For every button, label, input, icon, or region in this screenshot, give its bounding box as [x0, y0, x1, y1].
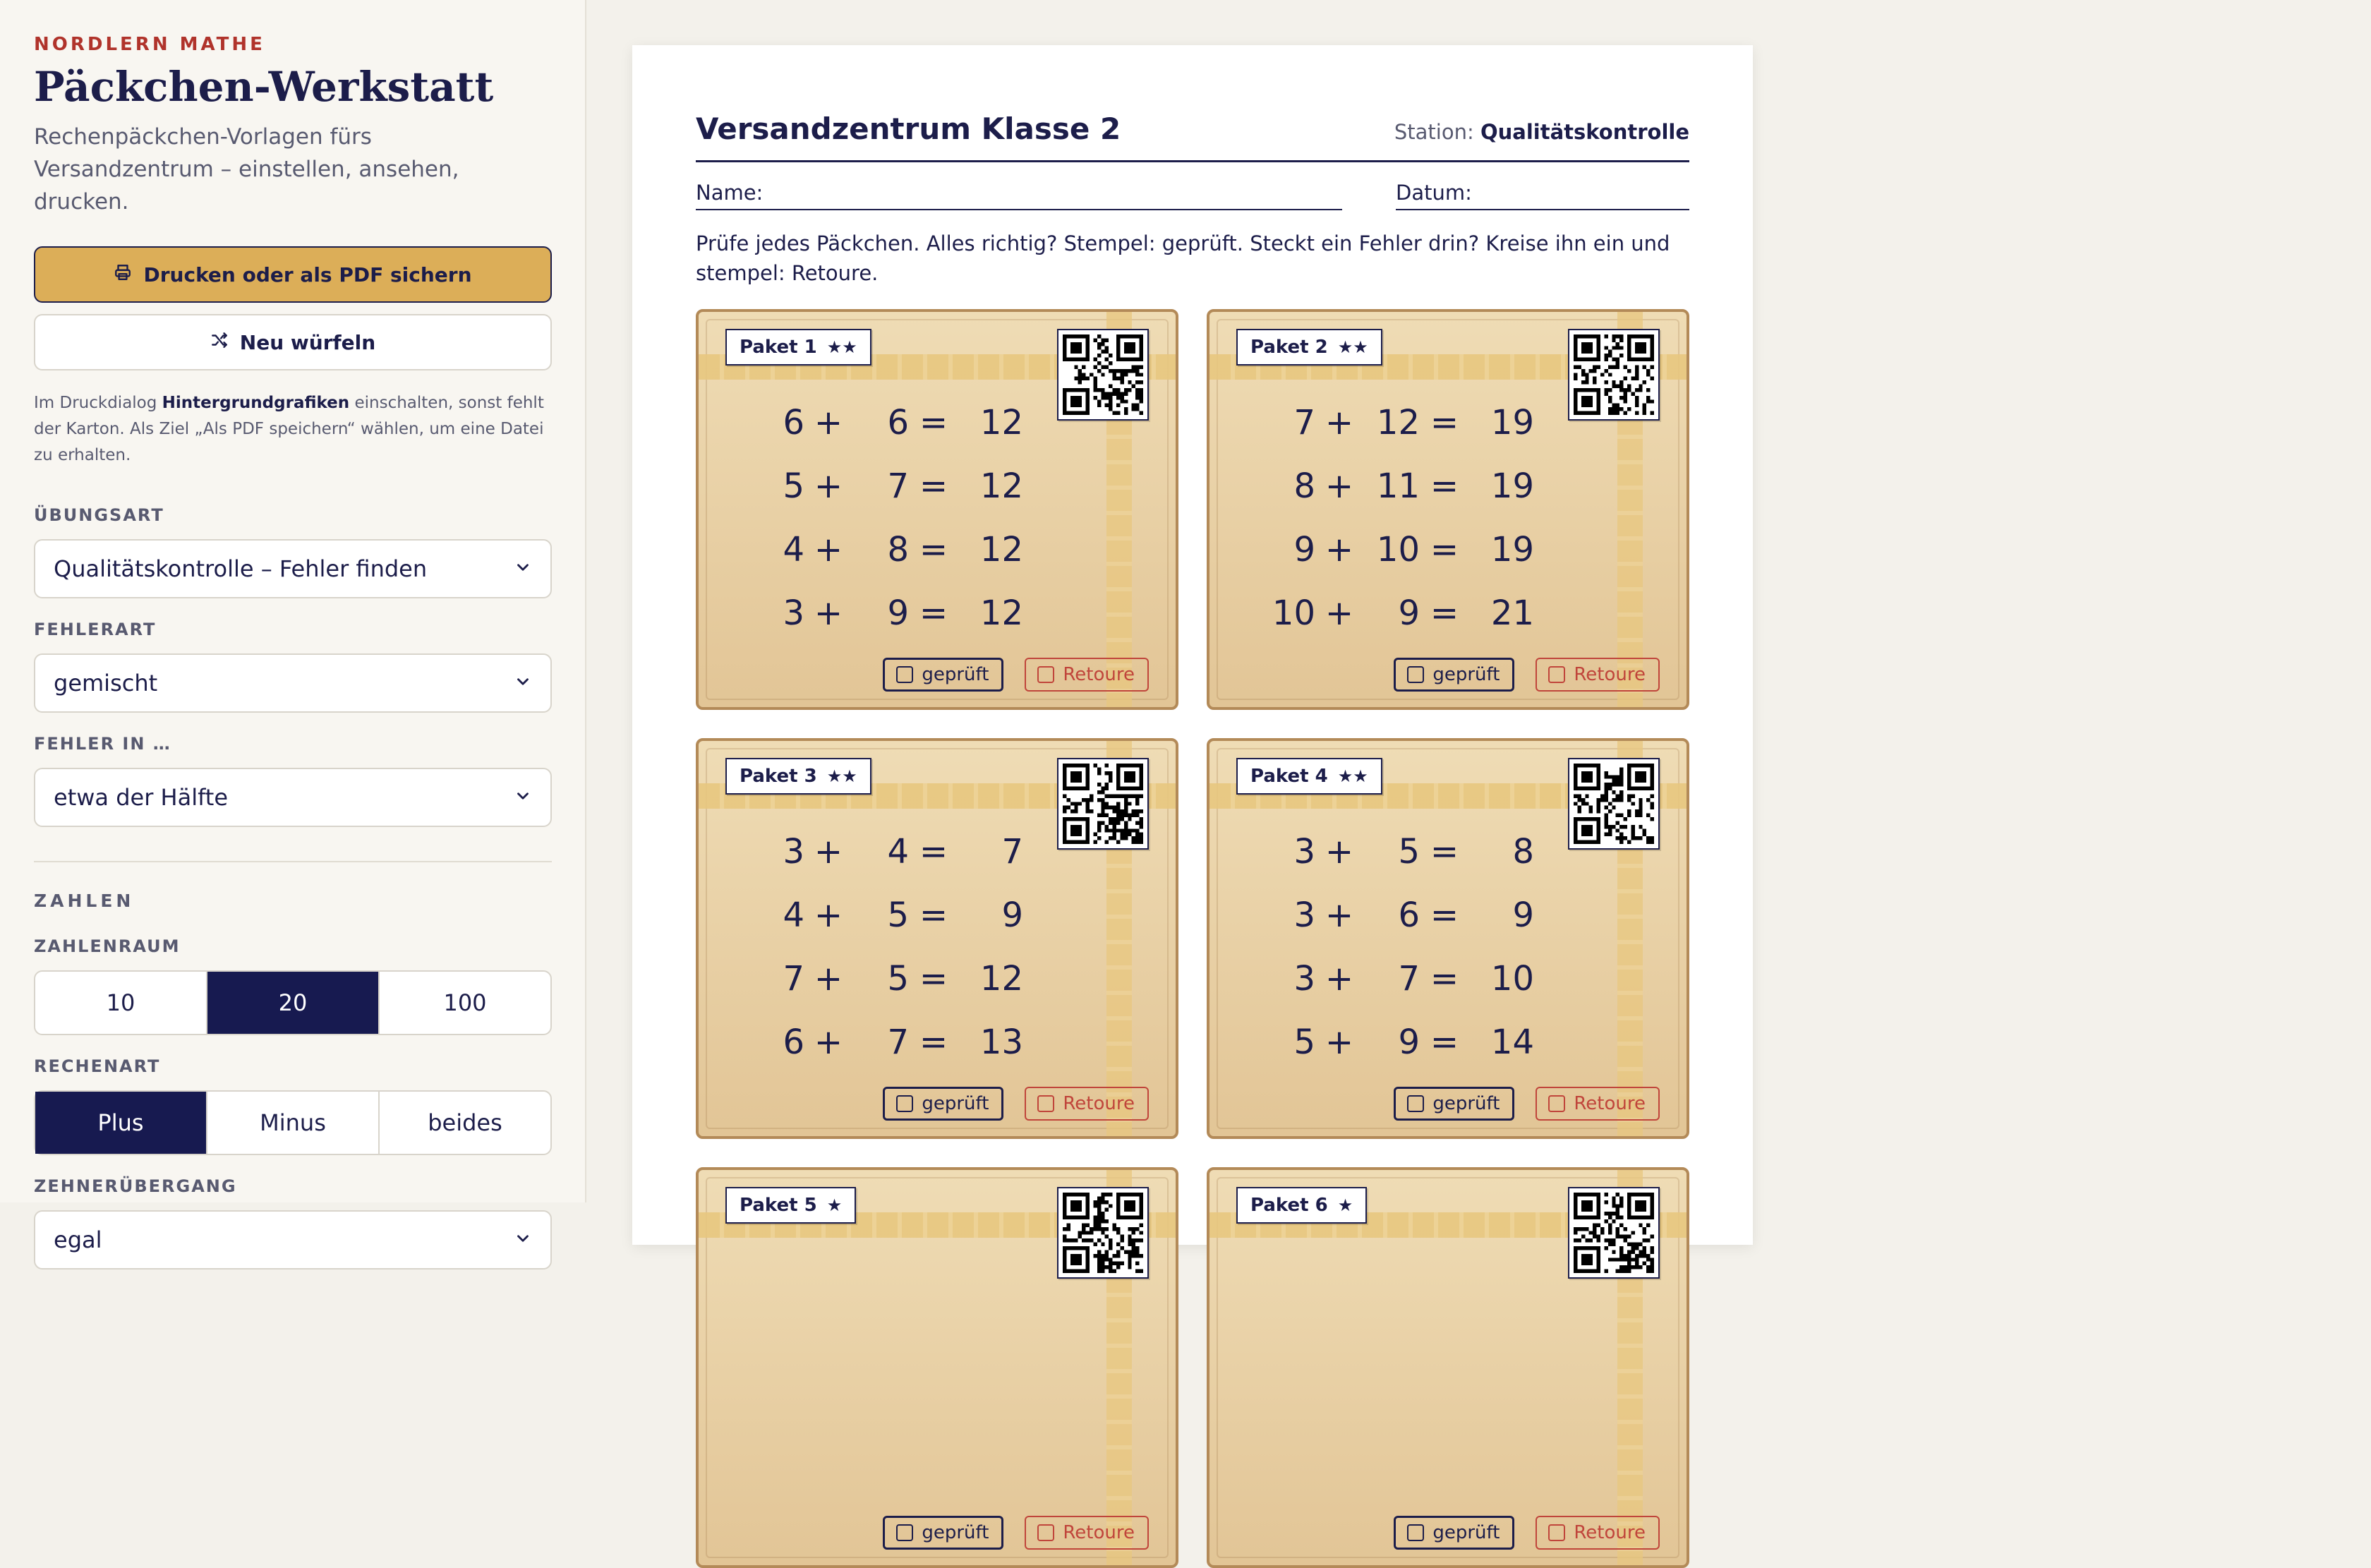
package-card: [1207, 738, 1689, 1139]
error-type-label: FEHLERART: [34, 619, 157, 639]
worksheet-instructions: Prüfe jedes Päckchen. Alles richtig? Stempel: geprüft. Steckt ein Fehler drin? Kreise ihn ein und stempel: Retoure.: [696, 231, 1670, 286]
shuffle-icon: [210, 331, 229, 354]
task-row: [1252, 518, 1534, 581]
package-card: [696, 738, 1178, 1139]
addend-2: 5: [887, 959, 909, 999]
addend-1: 7: [1293, 403, 1315, 443]
package-name: Paket 2: [1250, 337, 1328, 358]
result: 10: [1490, 959, 1534, 999]
stamp-return[interactable]: Retoure: [1536, 1516, 1660, 1550]
difficulty-stars: ★: [826, 1195, 843, 1216]
addend-2: 6: [887, 403, 909, 443]
name-field: Name:: [696, 181, 1342, 210]
task-row: [741, 883, 1023, 947]
operator: +: [1325, 530, 1354, 570]
checkbox-icon: [1407, 666, 1424, 683]
equals-sign: =: [1430, 959, 1459, 999]
exercise-type-label: ÜBUNGSART: [34, 505, 164, 525]
task-row: [741, 820, 1023, 883]
operator: +: [1325, 1023, 1354, 1063]
equals-sign: =: [919, 832, 948, 872]
result: 14: [1490, 1023, 1534, 1063]
addend-2: 5: [1398, 832, 1420, 872]
result: 9: [1001, 895, 1023, 936]
range-option-10[interactable]: 10: [35, 972, 207, 1034]
checkbox-icon: [896, 666, 913, 683]
checkbox-icon: [1037, 666, 1054, 683]
equals-sign: =: [1430, 530, 1459, 570]
result: 12: [979, 466, 1023, 507]
checkbox-icon: [1407, 1524, 1424, 1541]
checkbox-icon: [896, 1524, 913, 1541]
task-row: [741, 518, 1023, 581]
task-list: [1252, 820, 1534, 1074]
operator: +: [1325, 959, 1354, 999]
addend-2: 8: [887, 530, 909, 570]
print-button-label: Drucken oder als PDF sichern: [143, 263, 472, 287]
addend-2: 7: [1398, 959, 1420, 999]
exercise-type-value: Qualitätskontrolle – Fehler finden: [54, 555, 428, 582]
difficulty-stars: ★: [1337, 1195, 1353, 1216]
equals-sign: =: [1430, 895, 1459, 936]
package-card: [696, 1167, 1178, 1568]
package-label: [725, 329, 871, 366]
numbers-section-heading: ZAHLEN: [34, 890, 135, 911]
chevron-down-icon: [514, 784, 532, 811]
result: 12: [979, 959, 1023, 999]
addend-1: 6: [783, 1023, 804, 1063]
operation-label: RECHENART: [34, 1056, 161, 1076]
qr-code-icon: [1057, 329, 1149, 421]
task-list: [741, 391, 1023, 645]
stamp-row: [883, 658, 1149, 692]
result: 9: [1512, 895, 1534, 936]
operator: +: [1325, 895, 1354, 936]
difficulty-stars: ★★: [1337, 337, 1368, 358]
package-card: [1207, 1167, 1689, 1568]
task-row: [1252, 883, 1534, 947]
task-row: [1252, 391, 1534, 454]
stamp-return[interactable]: Retoure: [1536, 1087, 1660, 1121]
print-hint: Im Druckdialog Hintergrundgrafiken einschalten, sonst fehlt der Karton. Als Ziel „Als PDF speichern“ wählen, um eine Datei zu erhalten.: [34, 394, 544, 465]
equals-sign: =: [919, 403, 948, 443]
qr-code-icon: [1568, 329, 1660, 421]
addend-1: 5: [783, 466, 804, 507]
checkbox-icon: [1548, 666, 1565, 683]
operator: +: [1325, 466, 1354, 507]
print-button[interactable]: [34, 246, 552, 303]
range-option-100[interactable]: 100: [443, 989, 487, 1016]
equals-sign: =: [1430, 1023, 1459, 1063]
package-label: [1236, 758, 1382, 795]
worksheet-preview: [632, 45, 1753, 1544]
addend-1: 3: [1293, 895, 1315, 936]
package-name: Paket 6: [1250, 1195, 1328, 1217]
package-card: [1207, 309, 1689, 710]
stamp-checked[interactable]: geprüft: [883, 1516, 1003, 1550]
addend-2: 5: [887, 895, 909, 936]
chevron-down-icon: [514, 670, 532, 696]
chevron-down-icon: [514, 555, 532, 582]
task-row: [741, 947, 1023, 1011]
package-label: [1236, 1187, 1367, 1224]
addend-2: 9: [887, 593, 909, 634]
package-label: [725, 1187, 856, 1224]
equals-sign: =: [919, 466, 948, 507]
worksheet-title: Versandzentrum Klasse 2: [696, 111, 1121, 146]
equals-sign: =: [1430, 403, 1459, 443]
stamp-return[interactable]: Retoure: [1536, 658, 1660, 692]
equals-sign: =: [1430, 593, 1459, 634]
addend-1: 10: [1272, 593, 1315, 634]
section-divider: [34, 861, 552, 862]
operator: +: [1325, 403, 1354, 443]
carry-value: egal: [54, 1226, 102, 1253]
error-in-label: FEHLER IN …: [34, 733, 171, 754]
equals-sign: =: [1430, 832, 1459, 872]
name-date-row: [696, 181, 1689, 210]
addend-2: 4: [887, 832, 909, 872]
result: 21: [1490, 593, 1534, 634]
package-name: Paket 1: [740, 337, 817, 358]
stamp-return[interactable]: Retoure: [1025, 1087, 1149, 1121]
package-grid: [696, 309, 1689, 1568]
stamp-row: [1394, 658, 1660, 692]
package-label: [725, 758, 871, 795]
equals-sign: =: [919, 593, 948, 634]
qr-code-icon: [1057, 1187, 1149, 1279]
operator: +: [814, 466, 843, 507]
operator: +: [814, 593, 843, 634]
addend-1: 5: [1293, 1023, 1315, 1063]
addend-2: 7: [887, 466, 909, 507]
error-in-value: etwa der Hälfte: [54, 783, 229, 811]
task-row: [741, 391, 1023, 454]
result: 13: [979, 1023, 1023, 1063]
operation-segmented-control: [34, 1090, 552, 1155]
operation-option-plus[interactable]: Plus: [35, 1092, 207, 1154]
checkbox-icon: [1037, 1095, 1054, 1112]
carry-label: ZEHNERÜBERGANG: [34, 1176, 237, 1196]
brand-label: NORDLERN MATHE: [34, 34, 265, 55]
checkbox-icon: [896, 1095, 913, 1112]
operator: +: [1325, 832, 1354, 872]
addend-2: 9: [1398, 593, 1420, 634]
shuffle-button-label: Neu würfeln: [239, 330, 376, 354]
task-list: [741, 820, 1023, 1074]
package-name: Paket 5: [740, 1195, 817, 1217]
package-name: Paket 4: [1250, 766, 1328, 788]
result: 19: [1490, 530, 1534, 570]
result: 7: [1001, 832, 1023, 872]
package-card: [696, 309, 1178, 710]
equals-sign: =: [919, 1023, 948, 1063]
exercise-type-select[interactable]: [34, 539, 552, 598]
operator: +: [814, 832, 843, 872]
stamp-return[interactable]: Retoure: [1025, 1516, 1149, 1550]
qr-code-icon: [1568, 1187, 1660, 1279]
addend-2: 9: [1398, 1023, 1420, 1063]
stamp-checked[interactable]: geprüft: [1394, 658, 1514, 692]
addend-1: 3: [1293, 959, 1315, 999]
operator: +: [814, 1023, 843, 1063]
error-type-select[interactable]: [34, 653, 552, 713]
result: 12: [979, 530, 1023, 570]
range-option-20[interactable]: 20: [207, 972, 380, 1034]
difficulty-stars: ★★: [1337, 766, 1368, 787]
task-row: [741, 581, 1023, 645]
result: 12: [979, 403, 1023, 443]
result: 19: [1490, 403, 1534, 443]
addend-1: 6: [783, 403, 804, 443]
stamp-checked[interactable]: geprüft: [883, 1087, 1003, 1121]
result: 19: [1490, 466, 1534, 507]
task-row: [1252, 581, 1534, 645]
operator: +: [814, 895, 843, 936]
task-row: [741, 1011, 1023, 1074]
difficulty-stars: ★★: [826, 766, 857, 787]
operator: +: [814, 530, 843, 570]
equals-sign: =: [919, 895, 948, 936]
stamp-checked[interactable]: geprüft: [883, 658, 1003, 692]
operator: +: [814, 959, 843, 999]
addend-1: 8: [1293, 466, 1315, 507]
checkbox-icon: [1037, 1524, 1054, 1541]
task-row: [1252, 454, 1534, 518]
carry-select[interactable]: [34, 1210, 552, 1270]
checkbox-icon: [1407, 1095, 1424, 1112]
range-segmented-control: [34, 970, 552, 1035]
operator: +: [1325, 593, 1354, 634]
package-name: Paket 3: [740, 766, 817, 788]
range-label: ZAHLENRAUM: [34, 936, 181, 956]
task-row: [1252, 820, 1534, 883]
worksheet-header: [696, 111, 1689, 162]
addend-1: 7: [783, 959, 804, 999]
settings-sidebar: [0, 0, 586, 1253]
stamp-checked[interactable]: geprüft: [1394, 1087, 1514, 1121]
addend-1: 3: [783, 593, 804, 634]
addend-1: 9: [1293, 530, 1315, 570]
operation-option-both[interactable]: beides: [428, 1109, 502, 1136]
addend-2: 10: [1376, 530, 1420, 570]
equals-sign: =: [1430, 466, 1459, 507]
station-info: Station: Qualitätskontrolle: [1394, 120, 1689, 144]
qr-code-icon: [1568, 758, 1660, 850]
stamp-row: [1394, 1516, 1660, 1550]
stamp-row: [883, 1516, 1149, 1550]
package-label: [1236, 329, 1382, 366]
result: 12: [979, 593, 1023, 634]
error-in-select[interactable]: [34, 768, 552, 827]
date-field: Datum:: [1396, 181, 1689, 210]
addend-1: 4: [783, 530, 804, 570]
addend-2: 11: [1376, 466, 1420, 507]
stamp-checked[interactable]: geprüft: [1394, 1516, 1514, 1550]
task-row: [741, 454, 1023, 518]
equals-sign: =: [919, 530, 948, 570]
error-type-value: gemischt: [54, 669, 158, 696]
addend-1: 3: [1293, 832, 1315, 872]
checkbox-icon: [1548, 1095, 1565, 1112]
stamp-row: [1394, 1087, 1660, 1121]
qr-code-icon: [1057, 758, 1149, 850]
addend-1: 3: [783, 832, 804, 872]
checkbox-icon: [1548, 1524, 1565, 1541]
app-title: Päckchen-Werkstatt: [34, 63, 494, 111]
task-list: [1252, 391, 1534, 645]
printer-icon: [114, 263, 132, 287]
operation-option-minus[interactable]: Minus: [207, 1092, 380, 1154]
result: 8: [1512, 832, 1534, 872]
app-subtitle: Rechenpäckchen-Vorlagen fürs Versandzentrum – einstellen, ansehen, drucken.: [34, 123, 459, 215]
addend-2: 7: [887, 1023, 909, 1063]
task-row: [1252, 947, 1534, 1011]
addend-2: 12: [1376, 403, 1420, 443]
difficulty-stars: ★★: [826, 337, 857, 358]
addend-1: 4: [783, 895, 804, 936]
shuffle-button[interactable]: [34, 314, 552, 370]
operator: +: [814, 403, 843, 443]
task-row: [1252, 1011, 1534, 1074]
equals-sign: =: [919, 959, 948, 999]
addend-2: 6: [1398, 895, 1420, 936]
stamp-return[interactable]: Retoure: [1025, 658, 1149, 692]
chevron-down-icon: [514, 1226, 532, 1253]
stamp-row: [883, 1087, 1149, 1121]
